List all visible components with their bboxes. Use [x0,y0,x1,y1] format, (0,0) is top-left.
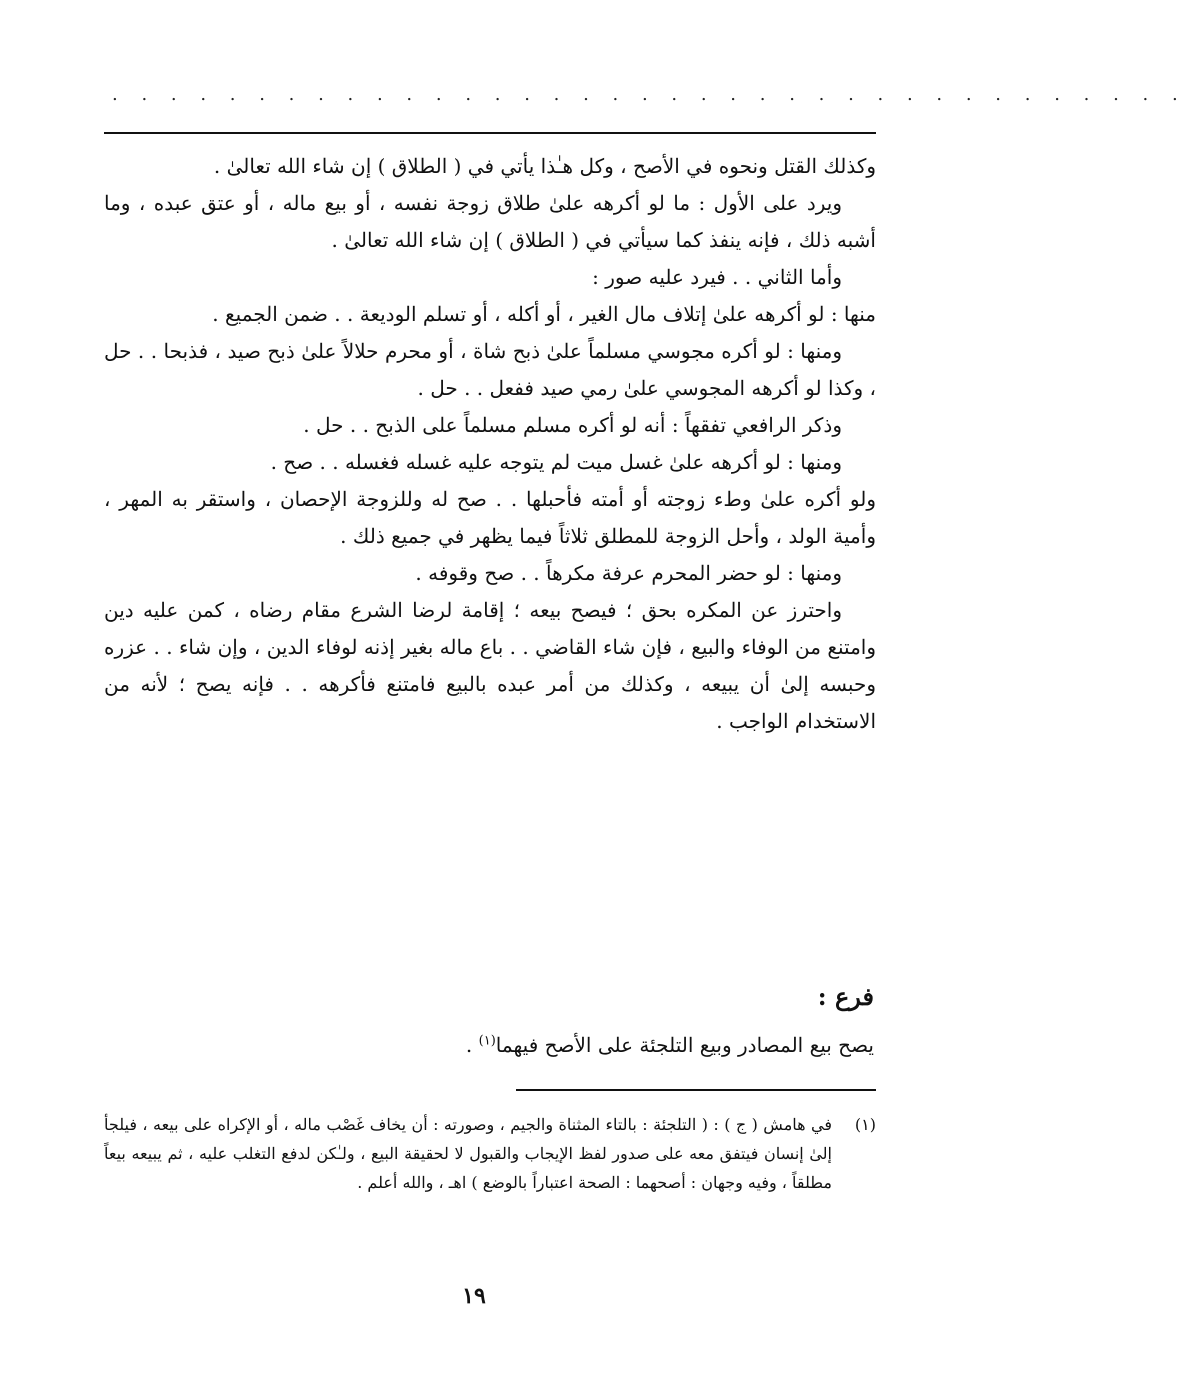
branch-end: . [465,1033,479,1057]
paragraph: ومنها : لو أكره مجوسي مسلماً علىٰ ذبح شاة ، أو محرم حلالاً علىٰ ذبح صيد ، فذبحا . . حل ، وكذا لو أكرهه المجوسي علىٰ رمي صيد ففعل . . حل . [104,339,876,400]
paragraph: وأما الثاني . . فيرد عليه صور : [592,265,842,289]
paragraph: ومنها : لو حضر المحرم عرفة مكرهاً . . صح وقوفه . [415,561,842,585]
branch-heading: فرع : [817,982,874,1011]
main-text [104,148,876,740]
paragraph: واحترز عن المكره بحق ؛ فيصح بيعه ؛ إقامة لرضا الشرع مقام رضاه ، كمن عليه دين وامتنع من الوفاء والبيع ، فإن شاء القاضي . . باع ماله بغير إذنه لوفاء الدين ، وإن شاء . . عزره وحبسه إلىٰ أن يبيعه ، وكذلك من أمر عبده بالبيع فامتنع فأكرهه . . فإنه يصح ؛ لأنه من الاستخدام الواجب . [104,598,876,733]
footnote-number: (١) [854,1115,876,1134]
footnote-rule [516,1089,876,1091]
footnote [104,1110,876,1197]
paragraph: ويرد على الأول : ما لو أكرهه علىٰ طلاق زوجة نفسه ، أو بيع ماله ، أو عتق عبده ، وما أشبه ذلك ، فإنه ينفذ كما سيأتي في ( الطلاق ) إن شاء الله تعالىٰ . [104,191,876,252]
paragraph: ولو أكره علىٰ وطء زوجته أو أمته فأحبلها . . صح له وللزوجة الإحصان ، واستقر به المهر ، وأمية الولد ، وأحل الزوجة للمطلق ثلاثاً فيما يظهر في جميع ذلك . [104,487,876,548]
footnote-text: في هامش ( ج ) : ( التلجئة : بالتاء المثناة والجيم ، وصورته : أن يخاف غَصْب ماله ، أو الإكراه على بيعه ، فيلجأ إلىٰ إنسان فيتفق معه على صدور لفظ الإيجاب والقبول لا لحقيقة البيع ، ولـٰكن لدفع التغلب عليه ، ثم يبيعه بيعاً مطلقاً ، وفيه وجهان : أصحهما : الصحة اعتباراً بالوضع ) اهـ ، والله أعلم . [104,1115,832,1192]
branch-text [134,1028,874,1062]
paragraph: وذكر الرافعي تفقهاً : أنه لو أكره مسلم مسلماً على الذبح . . حل . [303,413,842,437]
header-rule [104,132,876,134]
footnote-reference: (١) [478,1033,496,1049]
header-dots: . . . . . . . . . . . . . . . . . . . . . . . . . . . . . . . . . . . . . [112,84,1187,105]
paragraph: منها : لو أكرهه علىٰ إتلاف مال الغير ، أو أكله ، أو تسلم الوديعة . . ضمن الجميع . [212,302,876,326]
page-number: ١٩ [462,1283,486,1309]
branch-sentence: يصح بيع المصادر وبيع التلجئة على الأصح فيهما [495,1033,874,1057]
paragraph: وكذلك القتل ونحوه في الأصح ، وكل هـٰذا يأتي في ( الطلاق ) إن شاء الله تعالىٰ . [213,154,876,178]
paragraph: ومنها : لو أكرهه علىٰ غسل ميت لم يتوجه عليه غسله فغسله . . صح . [270,450,842,474]
